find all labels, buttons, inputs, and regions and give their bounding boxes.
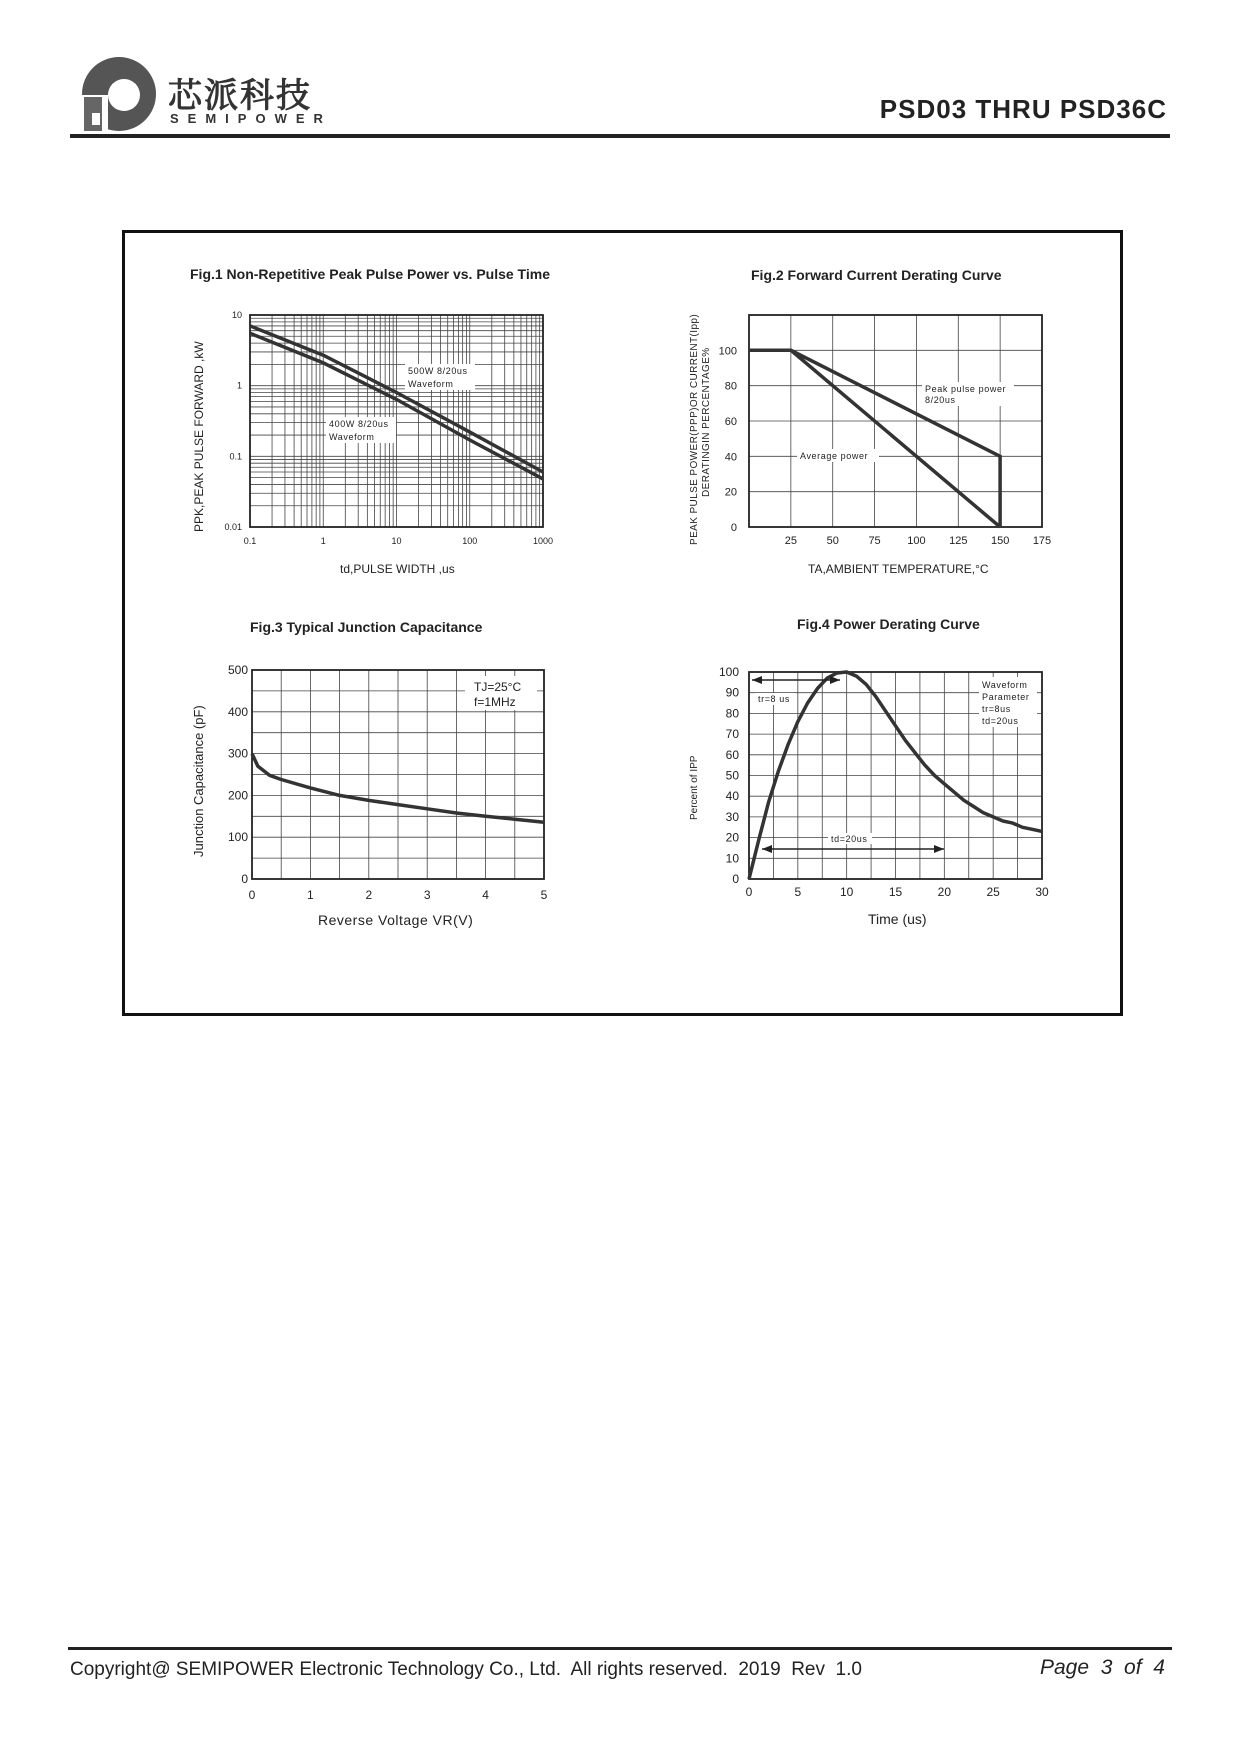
- fig2-title: Fig.2 Forward Current Derating Curve: [751, 267, 1002, 283]
- fig3-xtick: 2: [365, 888, 373, 902]
- fig1-ytick: 10: [231, 310, 242, 320]
- fig2-xtick: 75: [868, 535, 881, 547]
- fig1-ytick: 0.1: [229, 451, 242, 462]
- fig3-annotation-temp: TJ=25°C: [474, 680, 522, 694]
- fig2-xtick: 50: [826, 535, 839, 547]
- fig4-xtick: 25: [986, 885, 1000, 899]
- fig3: [191, 619, 548, 928]
- fig1-ytick: 1: [236, 380, 242, 391]
- fig4-ytick: 80: [725, 706, 739, 721]
- fig2-ytick: 80: [724, 380, 737, 393]
- fig1-annotation-400w: 400W 8/20us: [329, 419, 389, 429]
- fig3-xtick: 1: [307, 888, 314, 902]
- fig4-ytick: 30: [725, 809, 739, 824]
- fig3-ytick: 400: [227, 704, 248, 719]
- fig2-ytick: 100: [718, 345, 737, 358]
- fig4-ytick: 100: [718, 665, 739, 679]
- fig2-annotation-peak-waveform: 8/20us: [925, 395, 956, 405]
- fig2-xtick: 175: [1032, 535, 1052, 547]
- page-number: Page 3 of 4: [1040, 1656, 1165, 1679]
- fig2-annotation-peak: Peak pulse power: [925, 384, 1007, 394]
- fig3-ylabel: Junction Capacitance (pF): [191, 705, 206, 857]
- fig4-ytick: 60: [725, 747, 739, 762]
- fig3-ytick: 200: [227, 788, 248, 803]
- fig3-title: Fig.3 Typical Junction Capacitance: [250, 619, 483, 635]
- fig4-xtick: 15: [888, 885, 903, 899]
- logo-chinese-text: 芯派科技: [168, 76, 312, 116]
- fig2-grid: [749, 315, 1042, 527]
- fig4-xtick: 30: [1035, 885, 1049, 899]
- fig1-xtick: 10: [391, 536, 402, 546]
- fig3-ytick: 100: [227, 830, 248, 845]
- footer-copyright: Copyright@ SEMIPOWER Electronic Technology Co., Ltd. All rights reserved. 2019 Rev 1.0: [70, 1659, 862, 1680]
- fig2-ytick: 60: [724, 416, 737, 428]
- fig1-xtick: 1000: [532, 536, 554, 546]
- fig4-title: Fig.4 Power Derating Curve: [797, 616, 980, 632]
- fig2-xtick: 25: [784, 535, 797, 547]
- fig3-ytick: 0: [241, 872, 248, 886]
- fig2-ylabel-line2: DERATINGIN PERCENTAGE%: [701, 347, 712, 497]
- fig2: [689, 267, 1051, 576]
- fig3-xtick: 3: [423, 888, 431, 902]
- fig3-xtick: 5: [540, 888, 548, 902]
- document-title: PSD03 THRU PSD36C: [879, 94, 1167, 124]
- footer-rule: [68, 1647, 1172, 1650]
- fig4-annotation-td: td=20us: [831, 834, 868, 844]
- fig4-ytick: 40: [725, 789, 739, 804]
- fig4-ytick: 0: [732, 872, 739, 886]
- fig4-xlabel: Time (us): [868, 911, 927, 927]
- fig4-annotation-tr-param: tr=8us: [982, 704, 1011, 714]
- fig1-annotation-400w-waveform: Waveform: [329, 432, 375, 442]
- fig2-xlabel: TA,AMBIENT TEMPERATURE,°C: [808, 562, 989, 576]
- fig4-ytick: 50: [725, 768, 739, 783]
- fig2-annotation-average: Average power: [800, 451, 869, 461]
- logo-english-text: SEMIPOWER: [170, 111, 332, 126]
- fig4-xtick: 5: [794, 885, 802, 899]
- fig3-ytick: 300: [227, 746, 248, 761]
- fig4-annotation-parameter: Parameter: [982, 692, 1030, 702]
- fig2-ylabel-line1: PEAK PULSE POWER(PPP)OR CURRENT(Ipp): [689, 313, 700, 545]
- fig2-xtick: 125: [949, 535, 968, 547]
- fig4-ylabel: Percent of IPP: [689, 755, 700, 820]
- fig4-annotation-td-param: td=20us: [982, 716, 1019, 726]
- fig4-xtick: 20: [937, 885, 952, 899]
- fig1-xtick: 0.1: [243, 536, 257, 546]
- fig2-xtick: 150: [990, 535, 1010, 547]
- fig3-ytick: 500: [227, 663, 248, 677]
- fig1-xtick: 1: [320, 536, 326, 546]
- fig1-ylabel: PPK,PEAK PULSE FORWARD ,kW: [192, 341, 206, 532]
- fig1: [190, 266, 553, 576]
- fig1-annotation-500w-waveform: Waveform: [408, 379, 454, 389]
- fig4: [689, 616, 1049, 927]
- fig1-xtick: 100: [462, 536, 478, 546]
- fig4-ytick: 10: [725, 851, 739, 866]
- fig2-ytick: 0: [730, 522, 737, 534]
- fig4-xtick: 0: [745, 885, 753, 899]
- fig4-ytick: 20: [725, 830, 739, 845]
- fig1-annotation-500w: 500W 8/20us: [408, 366, 468, 376]
- fig3-xtick: 0: [248, 888, 256, 902]
- fig2-ytick: 20: [724, 486, 737, 499]
- fig3-annotation-freq: f=1MHz: [474, 695, 516, 709]
- fig4-annotation-waveform: Waveform: [982, 680, 1028, 690]
- fig4-ytick: 90: [725, 685, 739, 700]
- fig3-xlabel: Reverse Voltage VR(V): [318, 912, 474, 928]
- fig1-xlabel: td,PULSE WIDTH ,us: [340, 562, 455, 576]
- fig4-td-arrow: [762, 845, 944, 853]
- fig2-xtick: 100: [907, 535, 926, 547]
- fig3-xtick: 4: [482, 888, 489, 902]
- fig4-ytick: 70: [725, 727, 739, 742]
- fig4-xtick: 10: [839, 885, 854, 899]
- fig1-ytick: 0.01: [224, 522, 242, 532]
- fig2-ytick: 40: [724, 451, 737, 464]
- fig1-grid: [250, 315, 543, 527]
- fig4-annotation-tr: tr=8 us: [758, 694, 790, 704]
- fig1-title: Fig.1 Non-Repetitive Peak Pulse Power vs. Pulse Time: [190, 266, 550, 282]
